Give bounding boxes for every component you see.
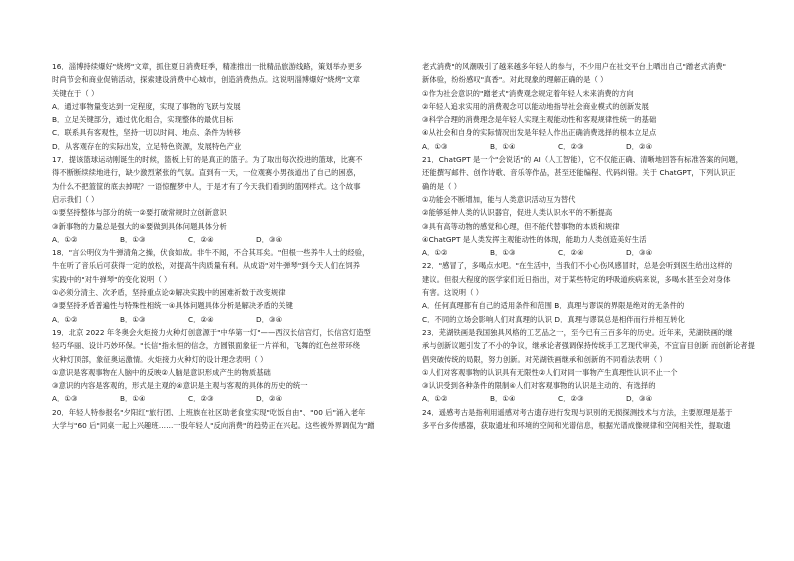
question-text-line: 16．淄博持续爆好"烧烤"文章，抓住夏日消费旺季，精准推出一批精品旅游线路，策划举办更多 [52,62,363,71]
question-text-line: D．从客观存在的实际出发，立足特色资源，发展特色产业 [52,141,242,151]
question-text-line: 倡突破传统的局限，努力创新。对芜湖铁画继承和创新的不同看法表明（ ） [422,354,667,364]
statement-line: ①必须分清主、次矛盾，坚持重点论②解决实践中的困难祈数于改变规律 [52,288,286,298]
answer-option: A．①② [422,394,448,404]
statement-line: ④ChatGPT 是人类发挥主观能动性的体现，能助力人类创造美好生活 [422,234,647,244]
answer-option: D．②④ [626,141,653,151]
question-text-line: 大学与"60 后"同桌一起上兴趣班……一股年轻人"反向消费"的趋势正在兴起。这些被外界调侃为"蹭 [52,421,375,431]
question-text-line: 新体验，纷纷感叹"真香"。对此现象的理解正确的是（ ） [422,75,608,85]
statement-line: ③认识受到各种条件的限制④人们对客观事物的认识是主动的、有选择的 [422,381,656,391]
question-text-line: 多平台多传感器，获取遗址和环境的空间和光谱信息，根据光谱成像规律和空间相关性，提取遗 [422,421,731,431]
question-text-line: 关键在于（ ） [52,88,99,98]
question-text-line: 启示我们（ ） [52,194,99,204]
statement-line: ①意识是客观事物在人脑中的反映②人脑是意识形成产生的物质基础 [52,367,271,377]
answer-option: D．③④ [626,394,653,404]
statement-line: ①功能会不断增加，能与人类意识活动互为替代 [422,194,576,204]
statement-line: ②能够延伸人类的认识器官，促进人类认识水平的不断提高 [422,208,613,218]
answer-options [422,392,768,405]
question-text-line: 牛在听了音乐后可获得一定的放松，对提高牛肉质量有利。从成语"对牛弹琴"到今天人们在饲养 [52,261,361,271]
answer-option: B．①④ [490,141,516,151]
answer-option: C．②③ [558,394,584,404]
answer-option: B．①③ [120,314,146,324]
answer-option: A．①② [422,248,448,258]
question-text-line: 老式消费"的风潮吸引了越来越多年轻人的参与，不少用户在社交平台上晒出自己"蹭老式消费" [422,62,727,71]
question-q20 [52,406,398,433]
statement-line: ③科学合理的消费理念是年轻人实现主观能动性和客观规律性统一的基础 [422,115,657,125]
statement-line: ④从社会和自身的实际情况出发是年轻人作出正确消费选择的根本立足点 [422,128,657,138]
question-text-line: 承与创新议题引发了不小的争议，继承论者强调保持传统手工艺现代审美，不宜盲目创新 而创新论者提 [422,341,755,351]
question-text-line: 确的是（ ） [422,181,462,191]
question-q20b [422,60,768,153]
question-text-line: A．通过事物量变达到一定程度，实现了事物的飞跃与发展 [52,101,241,111]
answer-options [52,233,398,246]
answer-option: B．①④ [120,394,146,404]
question-text-line: 22．"感冒了，多喝点水吧。"在生活中，当我们不小心伤风感冒时，总是会听到医生给出这样的 [422,261,733,271]
question-q24 [422,406,768,433]
question-q19 [52,326,398,406]
question-text-line: 时尚节会和商业促销活动，探索建设消费中心城市，创造消费热点。这说明淄博爆好"烧烤"文章 [52,75,361,85]
answer-option: C．②④ [558,248,584,258]
question-q18 [52,246,398,326]
question-text-line: 17．提该篮球运动刚诞生的时候，篮板上钉的是真正的篮子。为了取出每次投进的篮球，比赛不 [52,155,363,165]
question-text-line: 实践中的"对牛弹琴"的变化说明（ ） [52,274,172,284]
answer-options [422,140,768,153]
question-text-line: A．任何真理都有自己的适用条件和范围 B．真理与谬误的界限是绝对的无条件的 [422,301,685,311]
statement-line: ①要坚持整体与部分的统一②要打破常规时立创新意识 [52,208,227,218]
question-text-line: 有害。这说明（ ） [422,288,484,298]
answer-option: D．②④ [256,394,283,404]
answer-option: D．③④ [256,314,283,324]
statement-line: ③新事物的力量总是强大的④要做到具体问题具体分析 [52,221,227,231]
answer-option: A．①② [52,234,78,244]
question-text-line: C．联系具有客观性，坚持一切以时间、地点、条件为转移 [52,128,241,138]
left-column [52,60,398,561]
question-text-line: 还能撰写邮件、创作诗歌、音乐等作品，甚至还能编程、代码纠错。关于 ChatGPT，下列认识正 [422,168,736,178]
statement-line: ①人们对客观事物的认识具有无限性②人们对同一事物产生真理性认识不止一个 [422,367,678,377]
answer-option: A．①③ [422,141,448,151]
answer-options [422,246,768,259]
question-q17 [52,153,398,246]
question-text-line: 轻巧华丽、设计巧妙环保。"长信"指永恒的信念，方圆银面象征一片祥和，飞舞的红色丝带环绕 [52,341,361,351]
question-text-line: 24．遥感考古是指利用遥感对考古遗存进行发现与识别的无损探测技术与方法，主要原理是基于 [422,407,733,417]
answer-options [52,392,398,405]
answer-option: B．①④ [490,394,516,404]
answer-option: D．③④ [256,234,283,244]
answer-option: A．①③ [52,394,78,404]
answer-option: A．①② [52,314,78,324]
statement-line: ③要坚持矛盾普遍性与特殊性相统一④具体问题具体分析是解决矛盾的关键 [52,301,293,311]
statement-line: ③意识的内容是客观的，形式是主观的④意识是主观与客观的具体的历史的统一 [52,381,308,391]
answer-options [52,313,398,326]
answer-option: C．②③ [188,394,214,404]
question-text-line: 21．ChatGPT 是一个"会说话"的 AI（人工智能），它不仅能正确、清晰地回答有标准答案的问题， [422,155,743,165]
answer-option: D．③④ [626,248,653,258]
answer-option: B．①③ [490,248,516,258]
right-column [422,60,768,561]
answer-option: C．②④ [188,314,214,324]
question-q23 [422,326,768,406]
question-text-line: 23．芜湖铁画是我国独具风格的工艺品之一，至今已有三百多年的历史。近年来，芜湖铁画的继 [422,327,733,337]
question-text-line: 火种灯顶部，象征奥运激情。火炬接力火种灯的设计理念表明（ ） [52,354,268,364]
question-text-line: B．立足关键部分，通过优化组合，实现整体的最优目标 [52,115,234,125]
statement-line: ③具有高等动物的感觉和心理，但不能代替事物的本质和规律 [422,221,620,231]
answer-option: C．②③ [558,141,584,151]
answer-option: B．①③ [120,234,146,244]
question-text-line: C．不同的立场会影响人们对真理的认识 D．真理与谬误总是相伴而行并相互转化 [422,314,685,324]
statement-line: ②年轻人追求实用的消费观念可以能动地指导社会商业模式的创新发展 [422,101,649,111]
question-text-line: 18．"言公明仪为牛弹清角之操，伏食如故。非牛不闻，不合其耳矣。"但根一些养牛人士的经验， [52,248,370,258]
question-q21 [422,153,768,259]
statement-line: ①作为社会意识的"蹭老式"消费观念规定着年轻人未来消费的方向 [422,88,634,98]
question-q16 [52,60,398,153]
question-text-line: 为什么不把篮筐的底去掉呢？一语惊醒梦中人，于是才有了今天我们看到的篮网样式。这个故事 [52,181,361,191]
question-text-line: 19．北京 2022 年冬奥会火炬接力火种灯创意源于"中华第一灯"——西汉长信宫灯，长信宫灯造型 [52,327,371,337]
answer-option: C．②④ [188,234,214,244]
question-text-line: 得不断断续续地进行，缺少激烈紧张的气氛。直到有一天，一位观赛小男孩道出了自己的困惑， [52,168,361,178]
question-text-line: 建议。但很大程度的医学家们近日指出，对于某些特定的呼吸道疾病来说，多喝水甚至会对身体 [422,274,731,284]
question-q22 [422,259,768,325]
question-text-line: 20．年轻人特参报名"夕阳红"旅行团、上班族在社区助老食堂实现"吃饭自由"、"00 后"涌入老年 [52,407,366,417]
